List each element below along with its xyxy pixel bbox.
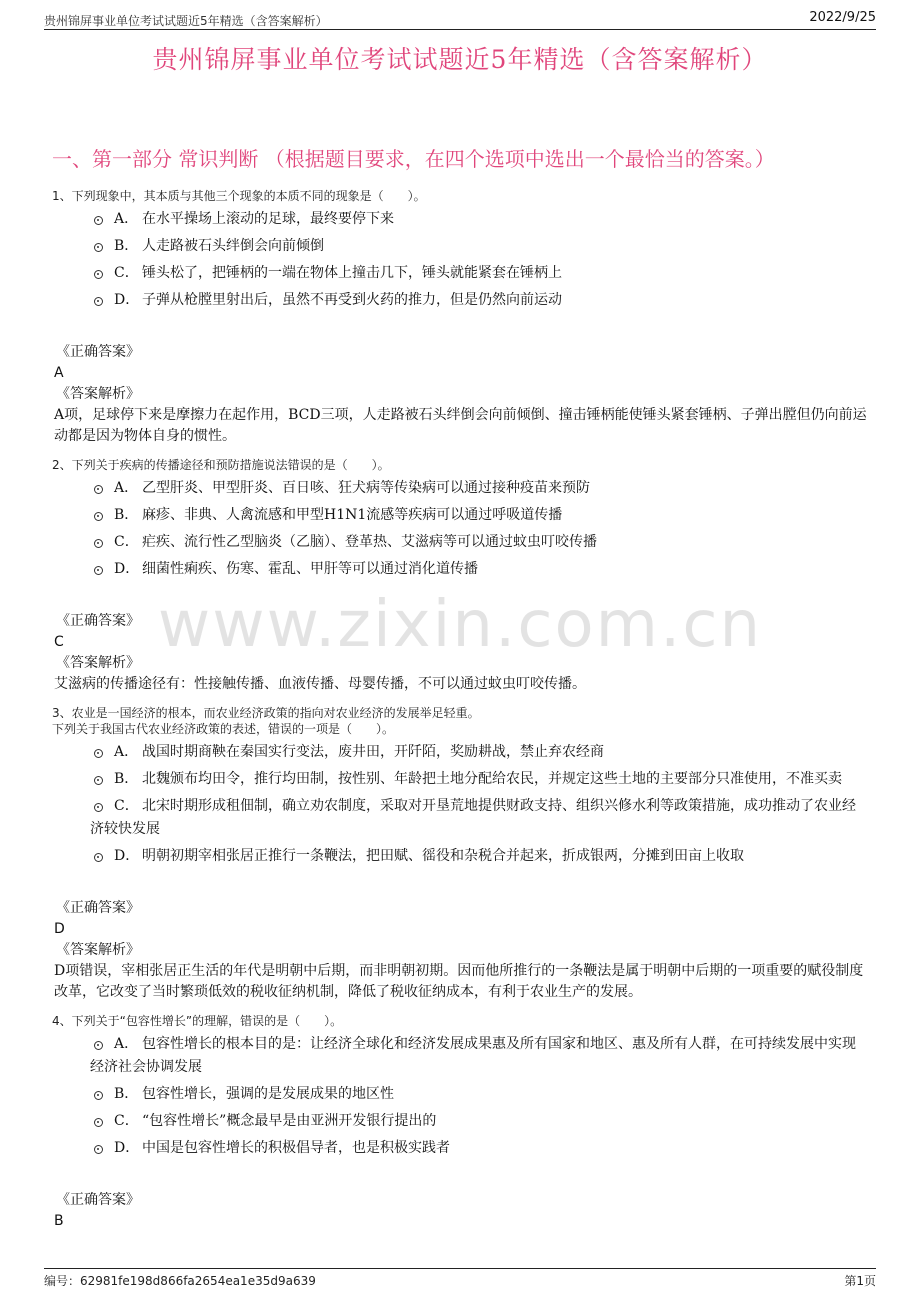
radio-icon[interactable] bbox=[94, 1118, 103, 1127]
analysis-label: 《答案解析》 bbox=[56, 942, 140, 958]
header-doc-title: 贵州锦屏事业单位考试试题近5年精选（含答案解析） bbox=[44, 14, 328, 28]
option-text: 在水平操场上滚动的足球，最终要停下来 bbox=[142, 211, 394, 227]
footer-divider bbox=[44, 1268, 876, 1269]
option-letter: C． bbox=[114, 1113, 139, 1129]
option-text: 明朝初期宰相张居正推行一条鞭法，把田赋、徭役和杂税合并起来，折成银两，分摊到田亩上收取 bbox=[142, 848, 744, 864]
option-letter: C． bbox=[114, 798, 139, 814]
option-text: 中国是包容性增长的积极倡导者，也是积极实践者 bbox=[142, 1140, 450, 1156]
radio-icon[interactable] bbox=[94, 1145, 103, 1154]
option-letter: B． bbox=[114, 771, 139, 787]
question-3 bbox=[52, 705, 868, 1003]
question-stem: 2、下列关于疾病的传播途径和预防措施说法错误的是（ ）。 bbox=[52, 458, 390, 472]
question-2 bbox=[52, 457, 868, 695]
question-stem-line-2: 下列关于我国古代农业经济政策的表述，错误的一项是（ ）。 bbox=[52, 722, 395, 736]
question-stem: 3、农业是一国经济的根本，而农业经济政策的指向对农业经济的发展举足轻重。 bbox=[52, 706, 480, 720]
option-b[interactable] bbox=[52, 1083, 868, 1106]
option-letter: B． bbox=[114, 238, 139, 254]
header-date: 2022/9/25 bbox=[809, 10, 876, 25]
option-text: 细菌性痢疾、伤寒、霍乱、甲肝等可以通过消化道传播 bbox=[142, 561, 478, 577]
option-c[interactable] bbox=[52, 531, 868, 554]
option-text: 人走路被石头绊倒会向前倾倒 bbox=[142, 238, 324, 254]
option-text: 锤头松了，把锤柄的一端在物体上撞击几下，锤头就能紧套在锤柄上 bbox=[142, 265, 562, 281]
option-d[interactable] bbox=[52, 845, 868, 868]
analysis-text: A项，足球停下来是摩擦力在起作用，BCD三项，人走路被石头绊倒会向前倾倒、撞击锤柄能使锤头紧套锤柄、子弹出膛但仍向前运动都是因为物体自身的惯性。 bbox=[54, 407, 867, 444]
option-letter: D． bbox=[114, 1140, 140, 1156]
radio-icon[interactable] bbox=[94, 216, 103, 225]
page-number: 第1页 bbox=[844, 1274, 876, 1288]
radio-icon[interactable] bbox=[94, 297, 103, 306]
analysis-label: 《答案解析》 bbox=[56, 655, 140, 671]
option-text: 北魏颁布均田令，推行均田制，按性别、年龄把土地分配给农民，并规定这些土地的主要部分只准使用，不准买卖 bbox=[142, 771, 842, 787]
option-letter: C． bbox=[114, 534, 139, 550]
radio-icon[interactable] bbox=[94, 539, 103, 548]
answer-value: C bbox=[54, 634, 64, 650]
watermark: www.zixin.com.cn bbox=[157, 588, 763, 662]
radio-icon[interactable] bbox=[94, 1041, 103, 1050]
analysis-label: 《答案解析》 bbox=[56, 386, 140, 402]
option-letter: D． bbox=[114, 561, 140, 577]
page-footer bbox=[44, 1272, 876, 1289]
option-a[interactable] bbox=[52, 741, 868, 764]
question-stem: 4、下列关于“包容性增长”的理解，错误的是（ ）。 bbox=[52, 1014, 343, 1028]
radio-icon[interactable] bbox=[94, 512, 103, 521]
question-1 bbox=[52, 188, 868, 447]
option-d[interactable] bbox=[52, 1137, 868, 1160]
radio-icon[interactable] bbox=[94, 803, 103, 812]
option-text: 疟疾、流行性乙型脑炎（乙脑）、登革热、艾滋病等可以通过蚊虫叮咬传播 bbox=[142, 534, 597, 550]
answer-block bbox=[52, 611, 868, 695]
answer-block bbox=[52, 342, 868, 447]
radio-icon[interactable] bbox=[94, 749, 103, 758]
analysis-text: 艾滋病的传播途径有：性接触传播、血液传播、母婴传播，不可以通过蚊虫叮咬传播。 bbox=[54, 676, 586, 692]
option-c[interactable] bbox=[52, 1110, 868, 1133]
option-list bbox=[52, 1033, 868, 1160]
option-list bbox=[52, 208, 868, 312]
answer-value: A bbox=[54, 365, 64, 381]
option-text: 麻疹、非典、人禽流感和甲型H1N1流感等疾病可以通过呼吸道传播 bbox=[142, 507, 563, 523]
document-id: 编号：62981fe198d866fa2654ea1e35d9a639 bbox=[44, 1274, 316, 1288]
option-text: 北宋时期形成租佃制，确立劝农制度，采取对开垦荒地提供财政支持、组织兴修水利等政策措施，成功推动了农业经济较快发展 bbox=[90, 798, 856, 837]
answer-label: 《正确答案》 bbox=[56, 344, 140, 360]
radio-icon[interactable] bbox=[94, 1091, 103, 1100]
option-c[interactable] bbox=[52, 795, 868, 841]
radio-icon[interactable] bbox=[94, 243, 103, 252]
option-list bbox=[52, 477, 868, 581]
answer-block bbox=[52, 1190, 868, 1232]
option-letter: A． bbox=[114, 744, 139, 760]
option-b[interactable] bbox=[52, 235, 868, 258]
header-divider bbox=[44, 29, 876, 30]
radio-icon[interactable] bbox=[94, 853, 103, 862]
option-c[interactable] bbox=[52, 262, 868, 285]
option-letter: A． bbox=[114, 211, 139, 227]
option-text: 包容性增长，强调的是发展成果的地区性 bbox=[142, 1086, 394, 1102]
option-b[interactable] bbox=[52, 504, 868, 527]
option-letter: D． bbox=[114, 292, 140, 308]
option-text: “包容性增长”概念最早是由亚洲开发银行提出的 bbox=[142, 1113, 437, 1129]
option-text: 战国时期商鞅在秦国实行变法，废井田，开阡陌，奖励耕战，禁止弃农经商 bbox=[142, 744, 604, 760]
option-a[interactable] bbox=[52, 1033, 868, 1079]
option-d[interactable] bbox=[52, 289, 868, 312]
option-a[interactable] bbox=[52, 477, 868, 500]
answer-label: 《正确答案》 bbox=[56, 1192, 140, 1208]
answer-value: D bbox=[54, 921, 65, 937]
answer-label: 《正确答案》 bbox=[56, 900, 140, 916]
option-d[interactable] bbox=[52, 558, 868, 581]
option-letter: C． bbox=[114, 265, 139, 281]
radio-icon[interactable] bbox=[94, 776, 103, 785]
section-heading: 一、第一部分 常识判断 （根据题目要求，在四个选项中选出一个最恰当的答案。） bbox=[52, 147, 775, 171]
radio-icon[interactable] bbox=[94, 270, 103, 279]
question-list bbox=[52, 188, 868, 1232]
question-4 bbox=[52, 1013, 868, 1232]
question-stem: 1、下列现象中，其本质与其他三个现象的本质不同的现象是（ ）。 bbox=[52, 189, 426, 203]
answer-block bbox=[52, 898, 868, 1003]
option-letter: D． bbox=[114, 848, 140, 864]
option-letter: B． bbox=[114, 1086, 139, 1102]
option-letter: A． bbox=[114, 480, 139, 496]
option-text: 乙型肝炎、甲型肝炎、百日咳、狂犬病等传染病可以通过接种疫苗来预防 bbox=[142, 480, 590, 496]
option-a[interactable] bbox=[52, 208, 868, 231]
analysis-text: D项错误，宰相张居正生活的年代是明朝中后期，而非明朝初期。因而他所推行的一条鞭法是属于明朝中后期的一项重要的赋役制度改革，它改变了当时繁琐低效的税收征纳机制，降低了税收征纳成本，有利于农业生产的发展。 bbox=[54, 963, 864, 1000]
option-text: 子弹从枪膛里射出后，虽然不再受到火药的推力，但是仍然向前运动 bbox=[142, 292, 562, 308]
option-list bbox=[52, 741, 868, 868]
option-text: 包容性增长的根本目的是：让经济全球化和经济发展成果惠及所有国家和地区、惠及所有人群，在可持续发展中实现经济社会协调发展 bbox=[90, 1036, 856, 1075]
option-letter: B． bbox=[114, 507, 139, 523]
radio-icon[interactable] bbox=[94, 485, 103, 494]
option-letter: A． bbox=[114, 1036, 139, 1052]
option-b[interactable] bbox=[52, 768, 868, 791]
radio-icon[interactable] bbox=[94, 566, 103, 575]
answer-value: B bbox=[54, 1213, 64, 1229]
answer-label: 《正确答案》 bbox=[56, 613, 140, 629]
page-title: 贵州锦屏事业单位考试试题近5年精选（含答案解析） bbox=[152, 45, 768, 74]
page-header bbox=[44, 10, 876, 28]
